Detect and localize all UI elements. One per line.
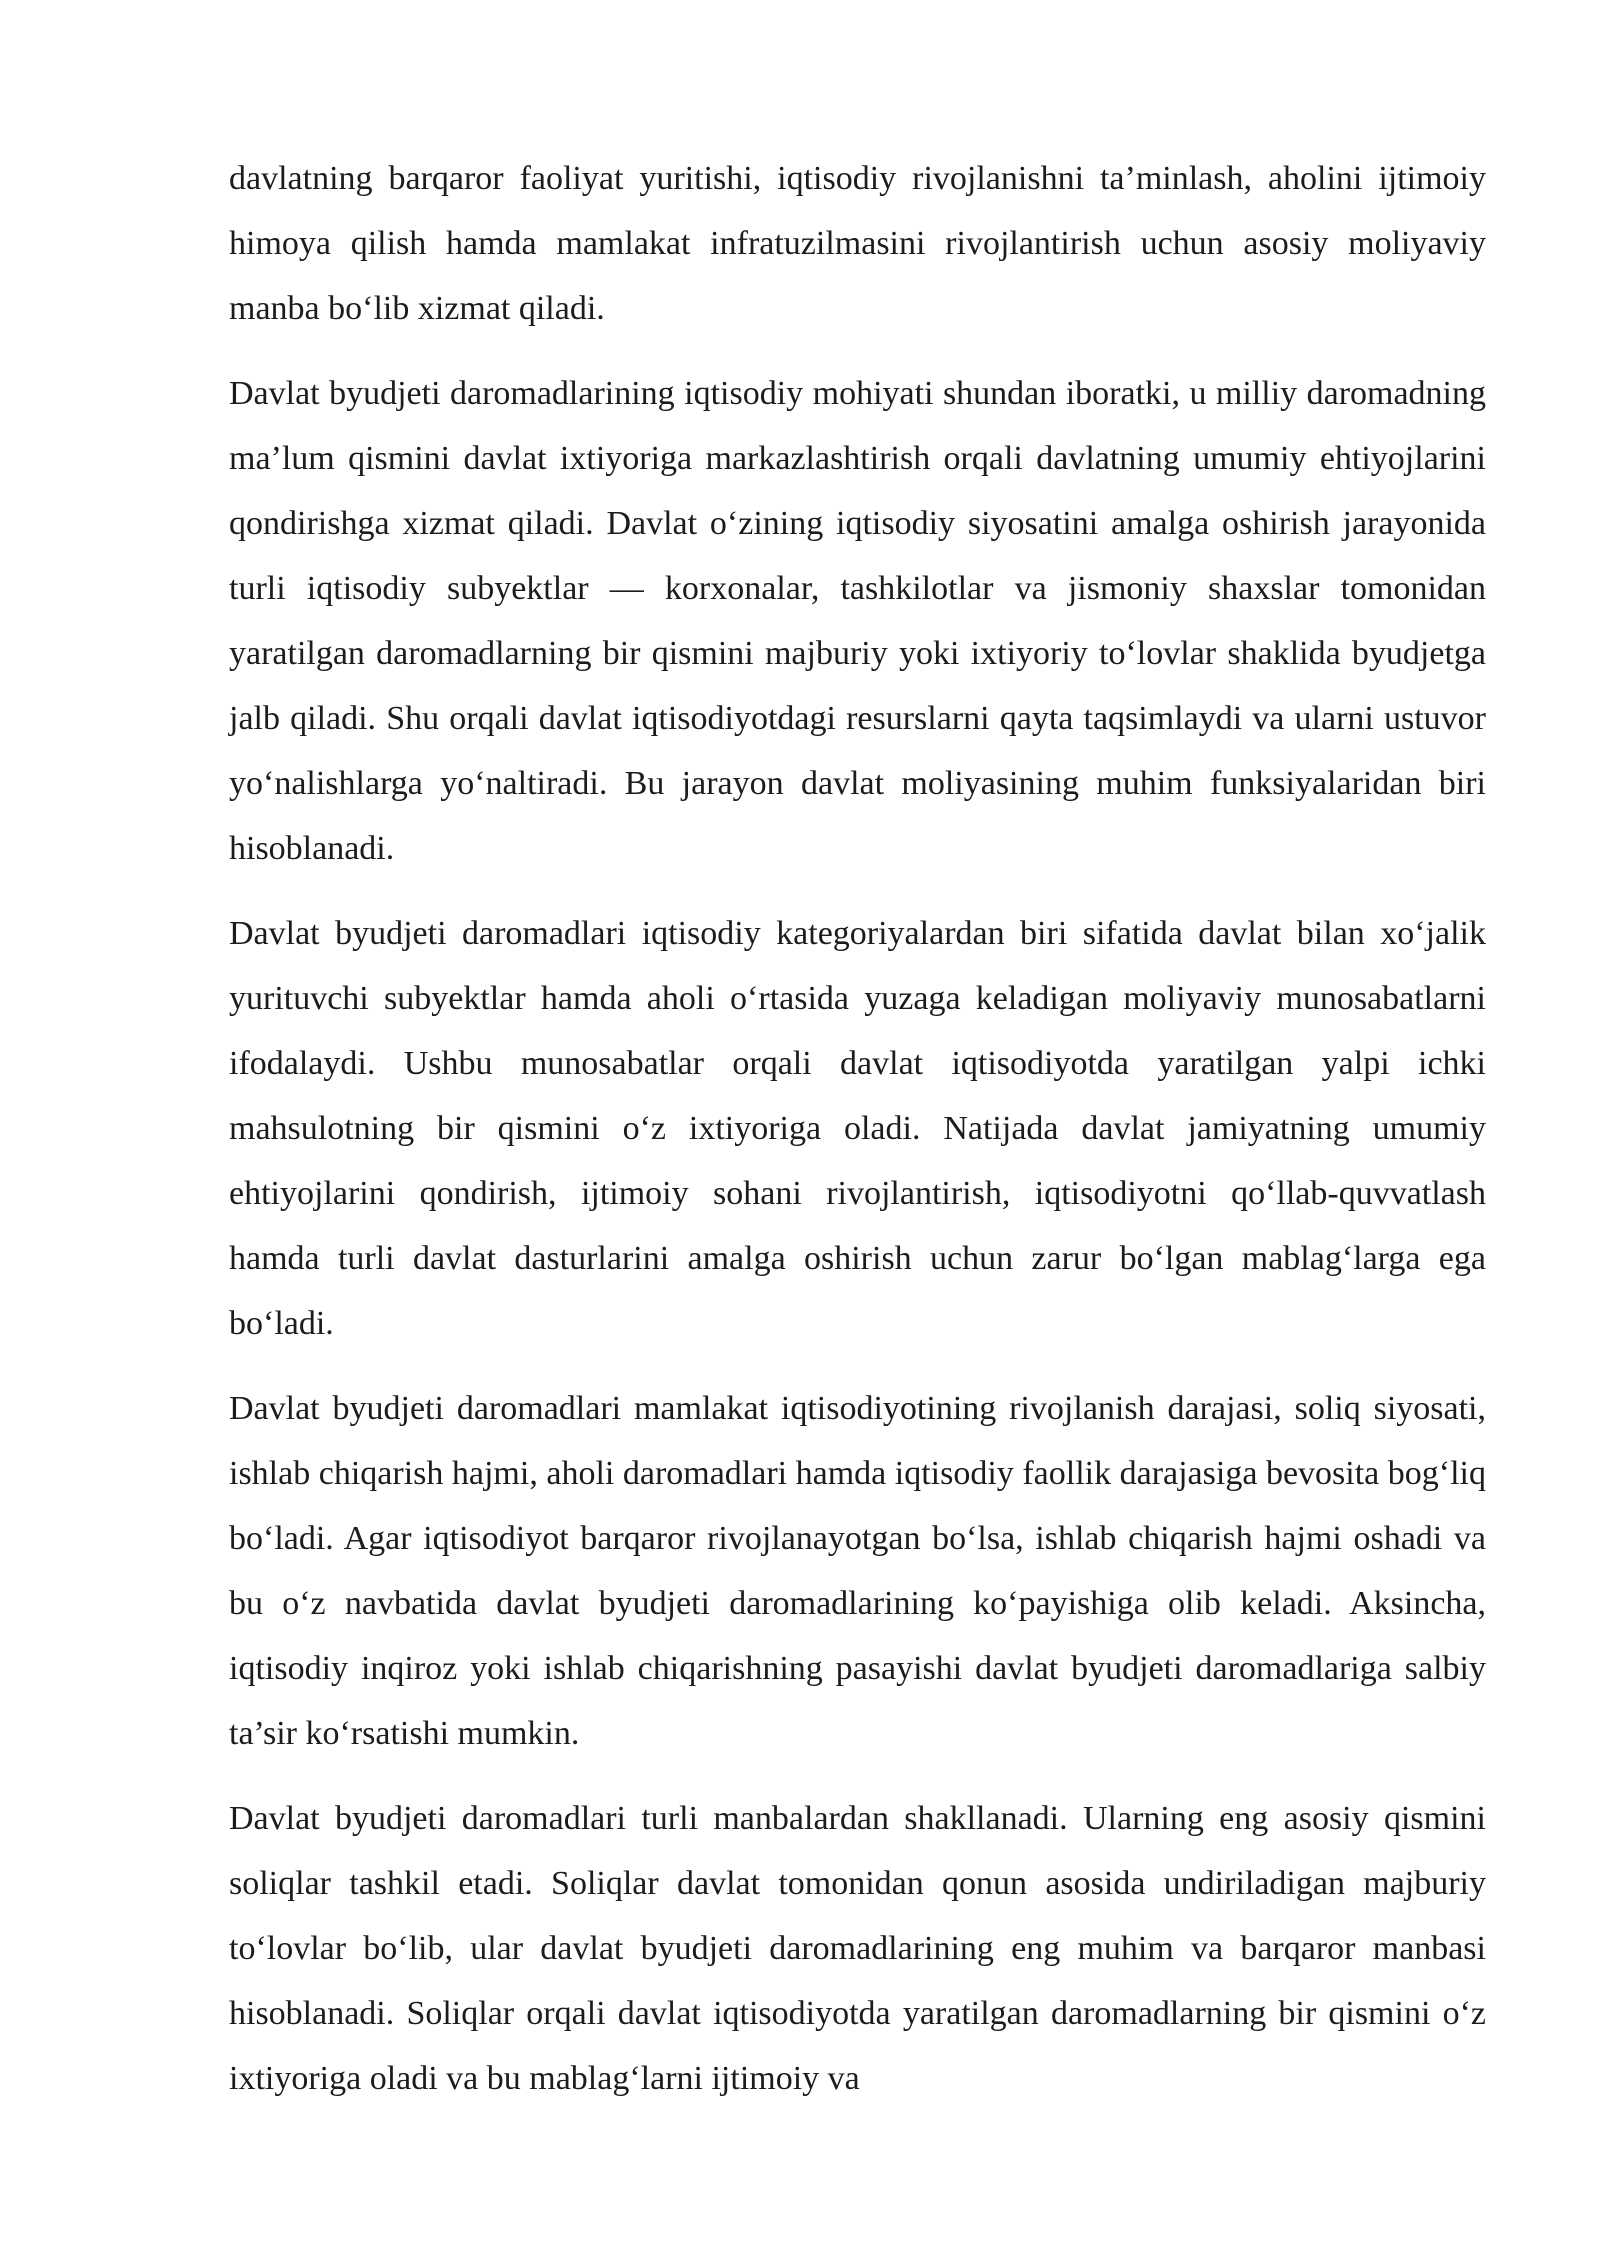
paragraph: Davlat byudjeti daromadlarining iqtisodiy mohiyati shundan iboratki, u milliy daromadning ma’lum qismini davlat ixtiyoriga markazlashtirish orqali davlatning umumiy ehtiyojlarini qondirishga xizmat qiladi. Davlat o‘zining iqtisodiy siyosatini amalga oshirish jarayonida turli iqtisodiy subyektlar — korxonalar, tashkilotlar va jismoniy shaxslar tomonidan yaratilgan daromadlarning bir qismini majburiy yoki ixtiyoriy to‘lovlar shaklida byudjetga jalb qiladi. Shu orqali davlat iqtisodiyotdagi resurslarni qayta taqsimlaydi va ularni ustuvor yo‘nalishlarga yo‘naltiradi. Bu jarayon davlat moliyasining muhim funksiyalaridan biri hisoblanadi. <box>229 375 1486 867</box>
paragraph: Davlat byudjeti daromadlari mamlakat iqtisodiyotining rivojlanish darajasi, soliq siyosati, ishlab chiqarish hajmi, aholi daromadlari hamda iqtisodiy faollik darajasiga bevosita bog‘liq bo‘ladi. Agar iqtisodiyot barqaror rivojlanayotgan bo‘lsa, ishlab chiqarish hajmi oshadi va bu o‘z navbatida davlat byudjeti daromadlarining ko‘payishiga olib keladi. Aksincha, iqtisodiy inqiroz yoki ishlab chiqarishning pasayishi davlat byudjeti daromadlariga salbiy ta’sir ko‘rsatishi mumkin. <box>229 1390 1486 1752</box>
paragraph: Davlat byudjeti daromadlari turli manbalardan shakllanadi. Ularning eng asosiy qismini soliqlar tashkil etadi. Soliqlar davlat tomonidan qonun asosida undiriladigan majburiy to‘lovlar bo‘lib, ular davlat byudjeti daromadlarining eng muhim va barqaror manbasi hisoblanadi. Soliqlar orqali davlat iqtisodiyotda yaratilgan daromadlarning bir qismini o‘z ixtiyoriga oladi va bu mablag‘larni ijtimoiy va <box>229 1800 1486 2097</box>
paragraph: Davlat byudjeti daromadlari iqtisodiy kategoriyalardan biri sifatida davlat bilan xo‘jalik yurituvchi subyektlar hamda aholi o‘rtasida yuzaga keladigan moliyaviy munosabatlarni ifodalaydi. Ushbu munosabatlar orqali davlat iqtisodiyotda yaratilgan yalpi ichki mahsulotning bir qismini o‘z ixtiyoriga oladi. Natijada davlat jamiyatning umumiy ehtiyojlarini qondirish, ijtimoiy sohani rivojlantirish, iqtisodiyotni qo‘llab-quvvatlash hamda turli davlat dasturlarini amalga oshirish uchun zarur bo‘lgan mablag‘larga ega bo‘ladi. <box>229 915 1486 1342</box>
document-page <box>229 146 1486 2131</box>
paragraph: davlatning barqaror faoliyat yuritishi, iqtisodiy rivojlanishni ta’minlash, aholini ijtimoiy himoya qilish hamda mamlakat infratuzilmasini rivojlantirish uchun asosiy moliyaviy manba bo‘lib xizmat qiladi. <box>229 160 1486 327</box>
